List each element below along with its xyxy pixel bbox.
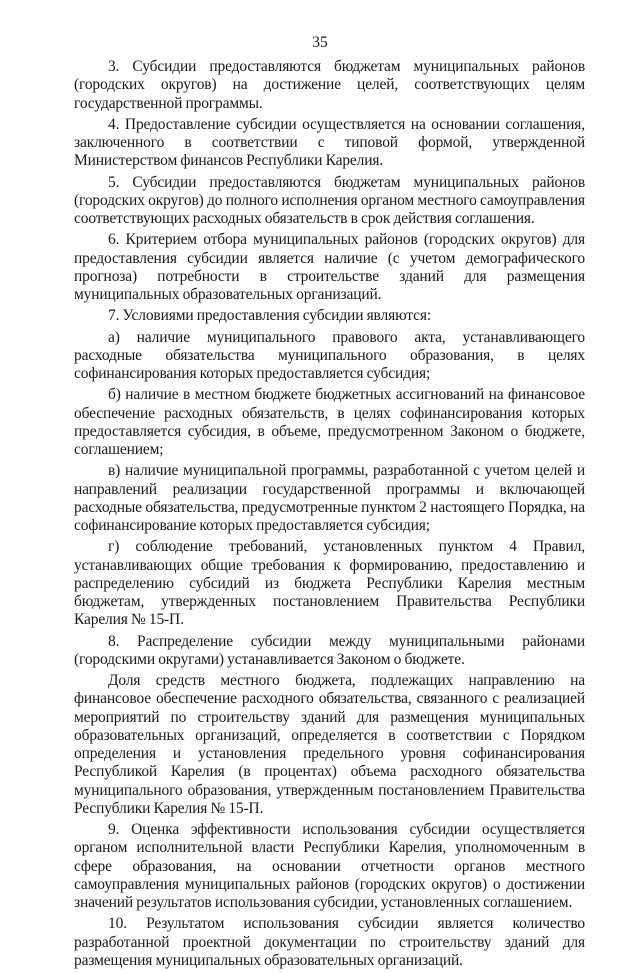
document-body (74, 58, 585, 973)
paragraph-7a: а) наличие муниципального правового акта, устанавливающего расходные обязательства муниципального образования, в целях софинансирования которых предоставляется субсидия; (74, 328, 585, 382)
paragraph-7b: б) наличие в местном бюджете бюджетных ассигнований на финансовое обеспечение расходных обязательств, в целях софинансирования которых предоставляется субсидия, в объеме, предусмотренном Законом о бюджете, соглашением; (74, 386, 585, 458)
paragraph-8-cont: Доля средств местного бюджета, подлежащих направлению на финансовое обеспечение расходного обязательства, связанного с реализацией мероприятий по строительству зданий для размещения муниципальных образовательных организаций, определяется в соответствии с Порядком определения и установления предельного уровня софинансирования Республикой Карелия (в процентах) объема расходного обязательства муниципального образования, утвержденным постановлением Правительства Республики Карелия № 15-П. (74, 672, 585, 817)
paragraph-9: 9. Оценка эффективности использования субсидии осуществляется органом исполнительной власти Республики Карелия, уполномоченным в сфере образования, на основании отчетности органов местного самоуправления муниципальных районов (городских округов) о достижении значений результатов использования субсидии, установленных соглашением. (74, 821, 585, 911)
paragraph-4: 4. Предоставление субсидии осуществляется на основании соглашения, заключенного в соответствии с типовой формой, утвержденной Министерством финансов Республики Карелия. (74, 115, 585, 170)
paragraph-7v: в) наличие муниципальной программы, разработанной с учетом целей и направлений реализации государственной программы и включающей расходные обязательства, предусмотренные пунктом 2 настоящего Порядка, на софинансирование которых предоставляется субсидия; (74, 462, 585, 534)
paragraph-8: 8. Распределение субсидии между муниципальными районами (городскими округами) устанавливается Законом о бюджете. (74, 632, 585, 668)
paragraph-5: 5. Субсидии предоставляются бюджетам муниципальных районов (городских округов) до полного исполнения органом местного самоуправления соответствующих расходных обязательств в срок действия соглашения. (74, 173, 585, 227)
paragraph-7: 7. Условиями предоставления субсидии являются: (108, 307, 431, 325)
paragraph-7g: г) соблюдение требований, установленных пунктом 4 Правил, устанавливающих общие требования к формированию, предоставлению и распределению субсидий из бюджета Республики Карелия местным бюджетам, утвержденных постановлением Правительства Республики Карелия № 15-П. (74, 538, 585, 629)
paragraph-3: 3. Субсидии предоставляются бюджетам муниципальных районов (городских округов) на достижение целей, соответствующих целям государственной программы. (74, 58, 585, 112)
paragraph-6: 6. Критерием отбора муниципальных районов (городских округов) для предоставления субсидии является наличие (с учетом демографического прогноза) потребности в строительстве зданий для размещения муниципальных образовательных организаций. (74, 231, 585, 303)
paragraph-10: 10. Результатом использования субсидии является количество разработанной проектной документации по строительству зданий для размещения муниципальных образовательных организаций. (74, 915, 585, 969)
page-number: 35 (312, 34, 328, 51)
